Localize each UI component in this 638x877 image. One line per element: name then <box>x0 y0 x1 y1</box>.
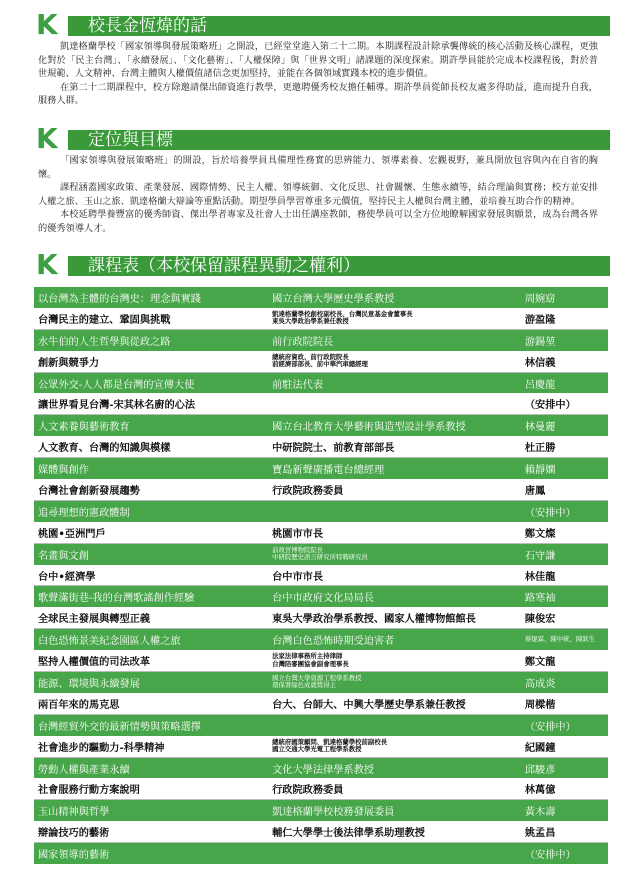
speaker-title: 台中市政府文化局局長 <box>268 586 521 607</box>
course-title: 玉山精神與哲學 <box>34 800 268 821</box>
course-title: 追尋理想的憲政體制 <box>34 500 268 521</box>
section-title: 校長金恆煒的話 <box>88 16 207 36</box>
speaker-title <box>268 500 521 521</box>
table-row <box>34 736 608 757</box>
speaker-title: 東吳大學政治學系教授、國家人權博物館館長 <box>268 607 521 628</box>
k-logo-icon: K <box>36 8 58 41</box>
course-title: 勞動人權與產業永續 <box>34 757 268 778</box>
speaker-name: 邱駿彥 <box>521 757 608 778</box>
course-title: 人文素養與藝術教育 <box>34 415 268 436</box>
table-row <box>34 287 608 308</box>
course-title: 能源、環境與永續發展 <box>34 672 268 693</box>
paragraph: 課程涵蓋國家政策、產業發展、國際情勢、民主人權、領導統御、文化反思、社會關懷、生態永續等，結合理論與實務；校方並安排人權之旅、玉山之旅、凱達格蘭大辯論等重點活動。期望學員學習尊重多元價值，堅持民主人權與台灣主體，並培養互助合作的精神。 <box>38 182 598 207</box>
speaker-title: 桃園市市長 <box>268 522 521 543</box>
course-title: 國家領導的藝術 <box>34 843 268 864</box>
course-title: 台灣民主的建立、鞏固與挑戰 <box>34 308 268 329</box>
course-title: 社會進步的驅動力-科學精神 <box>34 736 268 757</box>
speaker-title <box>268 714 521 735</box>
table-row <box>34 522 608 543</box>
course-title: 公眾外交-人人都是台灣的宣傳大使 <box>34 372 268 393</box>
section-title: 定位與目標 <box>88 130 173 150</box>
speaker-title: 前故宮博物院院長 中研院歷史語言研究所特聘研究員 <box>268 543 521 564</box>
speaker-name: （安排中） <box>521 714 608 735</box>
speaker-name: 周樑楷 <box>521 693 608 714</box>
speaker-title: 法家法律事務所主持律師 台灣陪審團協會副會理事長 <box>268 650 521 671</box>
table-row <box>34 393 608 414</box>
goals-text <box>38 154 598 236</box>
k-logo-icon: K <box>36 248 58 281</box>
course-title: 歌聲滿街巷-我的台灣歌謠創作經驗 <box>34 586 268 607</box>
speaker-name: 鄭文龍 <box>521 650 608 671</box>
principal-message <box>38 40 598 108</box>
speaker-title: 國立台灣大學歷史學系教授 <box>268 287 521 308</box>
table-row <box>34 778 608 799</box>
speaker-name: 陳俊宏 <box>521 607 608 628</box>
table-row <box>34 543 608 564</box>
speaker-name: （安排中） <box>521 500 608 521</box>
table-row <box>34 436 608 457</box>
course-title: 社會服務行動方案說明 <box>34 778 268 799</box>
speaker-name: 林曼麗 <box>521 415 608 436</box>
speaker-title: 總統府資政、前行政院院長 前經濟部部長、前中華汽車總經理 <box>268 351 521 372</box>
speaker-title <box>268 393 521 414</box>
paragraph: 凱達格蘭學校「國家領導與發展策略班」之開設，已經堂堂進入第二十二期。本期課程設計除承襲傳統的核心活動及核心課程，更強化對於「民主台灣」、「永續發展」、「文化藝術」、「人權保障」與「世界文明」諸課題的深度探索。期許學員能於完成本校課程後，對於普世規範、人文精神、台灣主體與人權價值諸信念更加堅持，並能在各個領域實踐本校的進步價值。 <box>38 41 598 80</box>
course-title: 讓世界看見台灣-宋其林名廚的心法 <box>34 393 268 414</box>
course-title: 台中•經濟學 <box>34 565 268 586</box>
table-row <box>34 415 608 436</box>
course-title: 白色恐怖景美紀念園區人權之旅 <box>34 629 268 650</box>
table-row <box>34 479 608 500</box>
table-row <box>34 607 608 628</box>
speaker-name: 姚孟昌 <box>521 821 608 842</box>
speaker-title: 中研院院士、前教育部部長 <box>268 436 521 457</box>
speaker-name: 石守謙 <box>521 543 608 564</box>
course-title: 堅持人權價值的司法改革 <box>34 650 268 671</box>
k-logo-icon: K <box>36 122 58 155</box>
speaker-name: （安排中） <box>521 393 608 414</box>
table-row <box>34 800 608 821</box>
speaker-name: 路寒袖 <box>521 586 608 607</box>
course-title: 名畫與文創 <box>34 543 268 564</box>
course-title: 人文教育、台灣的知識與模樣 <box>34 436 268 457</box>
course-title: 辯論技巧的藝術 <box>34 821 268 842</box>
course-title: 水牛伯的人生哲學與從政之路 <box>34 329 268 350</box>
speaker-title: 總統府國策顧問、凱達格蘭學校前副校長 國立交通大學光電工程學系教授 <box>268 736 521 757</box>
table-row <box>34 629 608 650</box>
speaker-name: 游錫堃 <box>521 329 608 350</box>
paragraph: 在第二十二期課程中，校方除邀請傑出師資進行教學，更邀聘優秀校友擔任輔導。期許學員從師長校友處多得助益，進而提升自我，服務人群。 <box>38 81 598 107</box>
speaker-title: 台大、台師大、中興大學歷史學系兼任教授 <box>268 693 521 714</box>
table-row <box>34 672 608 693</box>
paragraph: 「國家領導與發展策略班」的開設，旨於培養學員具備理性務實的思辨能力、領導素養、宏觀視野，兼具開放包容與內在自省的胸懷。 <box>38 155 598 180</box>
speaker-title <box>268 843 521 864</box>
table-row <box>34 586 608 607</box>
table-row <box>34 757 608 778</box>
table-row <box>34 308 608 329</box>
speaker-name: 林佳龍 <box>521 565 608 586</box>
speaker-title: 台灣白色恐怖時期受迫害者 <box>268 629 521 650</box>
speaker-name: 賴靜嫻 <box>521 458 608 479</box>
course-title: 兩百年來的馬克思 <box>34 693 268 714</box>
speaker-name: 鄭文燦 <box>521 522 608 543</box>
section-header-goals <box>32 122 610 155</box>
speaker-name: 杜正勝 <box>521 436 608 457</box>
table-row <box>34 714 608 735</box>
speaker-title: 凱達格蘭學校創校副校長、台灣民意基金會董事長 東吳大學政治學系兼任教授 <box>268 308 521 329</box>
table-row <box>34 329 608 350</box>
speaker-title: 凱達格蘭學校校務發展委員 <box>268 800 521 821</box>
table-row <box>34 500 608 521</box>
speaker-title: 寶島新聲廣播電台總經理 <box>268 458 521 479</box>
speaker-title: 前行政院院長 <box>268 329 521 350</box>
section-header-principal <box>32 8 610 41</box>
paragraph: 本校延聘學養豐富的優秀師資、傑出學者專家及社會人士出任講座教師，務使學員可以全方位地瞭解國家發展與願景，成為台灣各界的優秀領導人才。 <box>38 209 598 234</box>
table-row <box>34 843 608 864</box>
speaker-title: 文化大學法律學系教授 <box>268 757 521 778</box>
section-header-schedule <box>32 248 610 281</box>
speaker-title: 行政院政務委員 <box>268 778 521 799</box>
table-row <box>34 372 608 393</box>
speaker-name: 呂慶龍 <box>521 372 608 393</box>
speaker-name: 紀國鐘 <box>521 736 608 757</box>
table-row <box>34 650 608 671</box>
speaker-title: 輔仁大學學士後法律學系助理教授 <box>268 821 521 842</box>
course-table <box>34 287 608 864</box>
speaker-name: 高成炎 <box>521 672 608 693</box>
speaker-title: 台中市市長 <box>268 565 521 586</box>
course-title: 全球民主發展與轉型正義 <box>34 607 268 628</box>
course-title: 創新與競爭力 <box>34 351 268 372</box>
speaker-name: 游盈隆 <box>521 308 608 329</box>
speaker-name: （安排中） <box>521 843 608 864</box>
course-title: 台灣經貿外交的最新情勢與策略選擇 <box>34 714 268 735</box>
table-row <box>34 458 608 479</box>
speaker-title: 國立台北教育大學藝術與造型設計學系教授 <box>268 415 521 436</box>
speaker-name: 周婉窈 <box>521 287 608 308</box>
speaker-name: 唐鳳 <box>521 479 608 500</box>
table-row <box>34 821 608 842</box>
course-title: 桃園•亞洲門戶 <box>34 522 268 543</box>
course-title: 以台灣為主體的台灣史：理念與實踐 <box>34 287 268 308</box>
section-title: 課程表（本校保留課程異動之權利） <box>88 256 360 276</box>
table-row <box>34 565 608 586</box>
course-table-body <box>34 287 608 864</box>
speaker-title: 前駐法代表 <box>268 372 521 393</box>
table-row <box>34 693 608 714</box>
course-title: 台灣社會創新發展趨勢 <box>34 479 268 500</box>
speaker-name: 蔡焜霖、陳中統、陳欽生 <box>521 629 608 650</box>
speaker-title: 國立台灣大學資源工程學系教授 環保署綠色成就獎得主 <box>268 672 521 693</box>
speaker-name: 林萬億 <box>521 778 608 799</box>
speaker-name: 黃木壽 <box>521 800 608 821</box>
course-title: 媒體與創作 <box>34 458 268 479</box>
speaker-title: 行政院政務委員 <box>268 479 521 500</box>
table-row <box>34 351 608 372</box>
speaker-name: 林信義 <box>521 351 608 372</box>
